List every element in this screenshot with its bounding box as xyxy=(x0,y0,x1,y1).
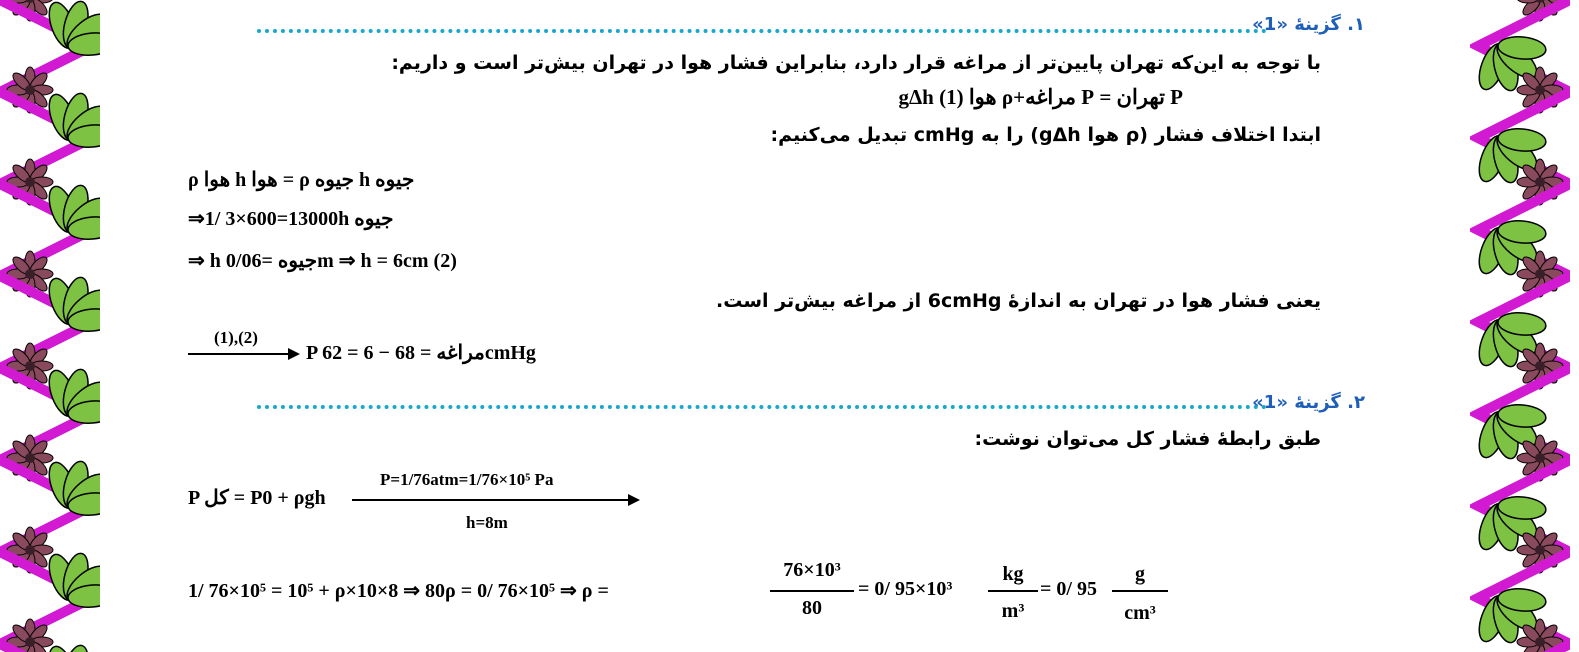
section-1-equation-4: ⇒ h جیوه =0/06m ⇒ h = 6cm (2) xyxy=(188,250,457,272)
section-1-line-2: ابتدا اختلاف فشار (ρ هوا gΔh) را به cmHg تبدیل می‌کنیم: xyxy=(770,124,1321,146)
section-1-equation-5: P مراغه = 68 − 6 = 62cmHg xyxy=(306,342,536,364)
section-1-equation-3: ⇒1/ 3×600=13000h جیوه xyxy=(188,208,394,230)
section-2-dotted-rule xyxy=(257,405,1267,409)
section-2-heading: ۲. گزینهٔ «1» xyxy=(1252,392,1365,413)
section-2-arrow-top-label: P=1/76atm=1/76×10⁵ Pa xyxy=(380,470,554,489)
section-2-fraction-3-denominator: cm³ xyxy=(1124,602,1156,624)
section-2-fraction-1-bar xyxy=(770,590,854,592)
section-2-line-1: طبق رابطهٔ فشار کل می‌توان نوشت: xyxy=(974,428,1321,450)
section-2-fraction-2-bar xyxy=(988,590,1038,592)
section-2-fraction-2-denominator: m³ xyxy=(1001,600,1025,622)
section-2-fraction-1-numerator: 76×10³ xyxy=(783,559,841,581)
section-2-arrow-line xyxy=(352,499,630,501)
section-1-equation-1: P تهران = P مراغه+ρ هوا gΔh (1) xyxy=(898,85,1183,109)
section-1-heading: ۱. گزینهٔ «1» xyxy=(1252,14,1365,35)
section-2-equation-1-left: P کل = P0 + ρgh xyxy=(188,487,326,509)
section-1-arrow-label: (1),(2) xyxy=(214,328,258,347)
section-2-equation-2-part-b: = 0/ 95×10³ xyxy=(858,578,953,600)
section-2-arrow-bottom-label: h=8m xyxy=(466,513,508,532)
section-2-equation-2-part-c: = 0/ 95 xyxy=(1040,578,1097,600)
section-2-fraction-2-numerator: kg xyxy=(1002,563,1024,585)
section-1-equation-2: ρ هوا h هوا = ρ جیوه h جیوه xyxy=(188,169,415,191)
section-1-arrow-line xyxy=(188,353,290,355)
section-2-fraction-3-numerator: g xyxy=(1135,563,1145,585)
section-2-fraction-1-denominator: 80 xyxy=(802,597,822,619)
section-1-arrow-head xyxy=(288,348,300,360)
section-1-line-1: با توجه به این‌که تهران پایین‌تر از مراغه قرار دارد، بنابراین فشار هوا در تهران بیش‌تر است و داریم: xyxy=(391,52,1321,74)
section-1-dotted-rule xyxy=(257,29,1267,33)
section-1-line-3: یعنی فشار هوا در تهران به اندازهٔ 6cmHg از مراغه بیش‌تر است. xyxy=(716,290,1321,312)
section-2-equation-2-part-a: 1/ 76×10⁵ = 10⁵ + ρ×10×8 ⇒ 80ρ = 0/ 76×10⁵ ⇒ ρ = xyxy=(188,580,609,602)
section-2-fraction-3-bar xyxy=(1112,590,1168,592)
section-2-arrow-head xyxy=(628,494,640,506)
